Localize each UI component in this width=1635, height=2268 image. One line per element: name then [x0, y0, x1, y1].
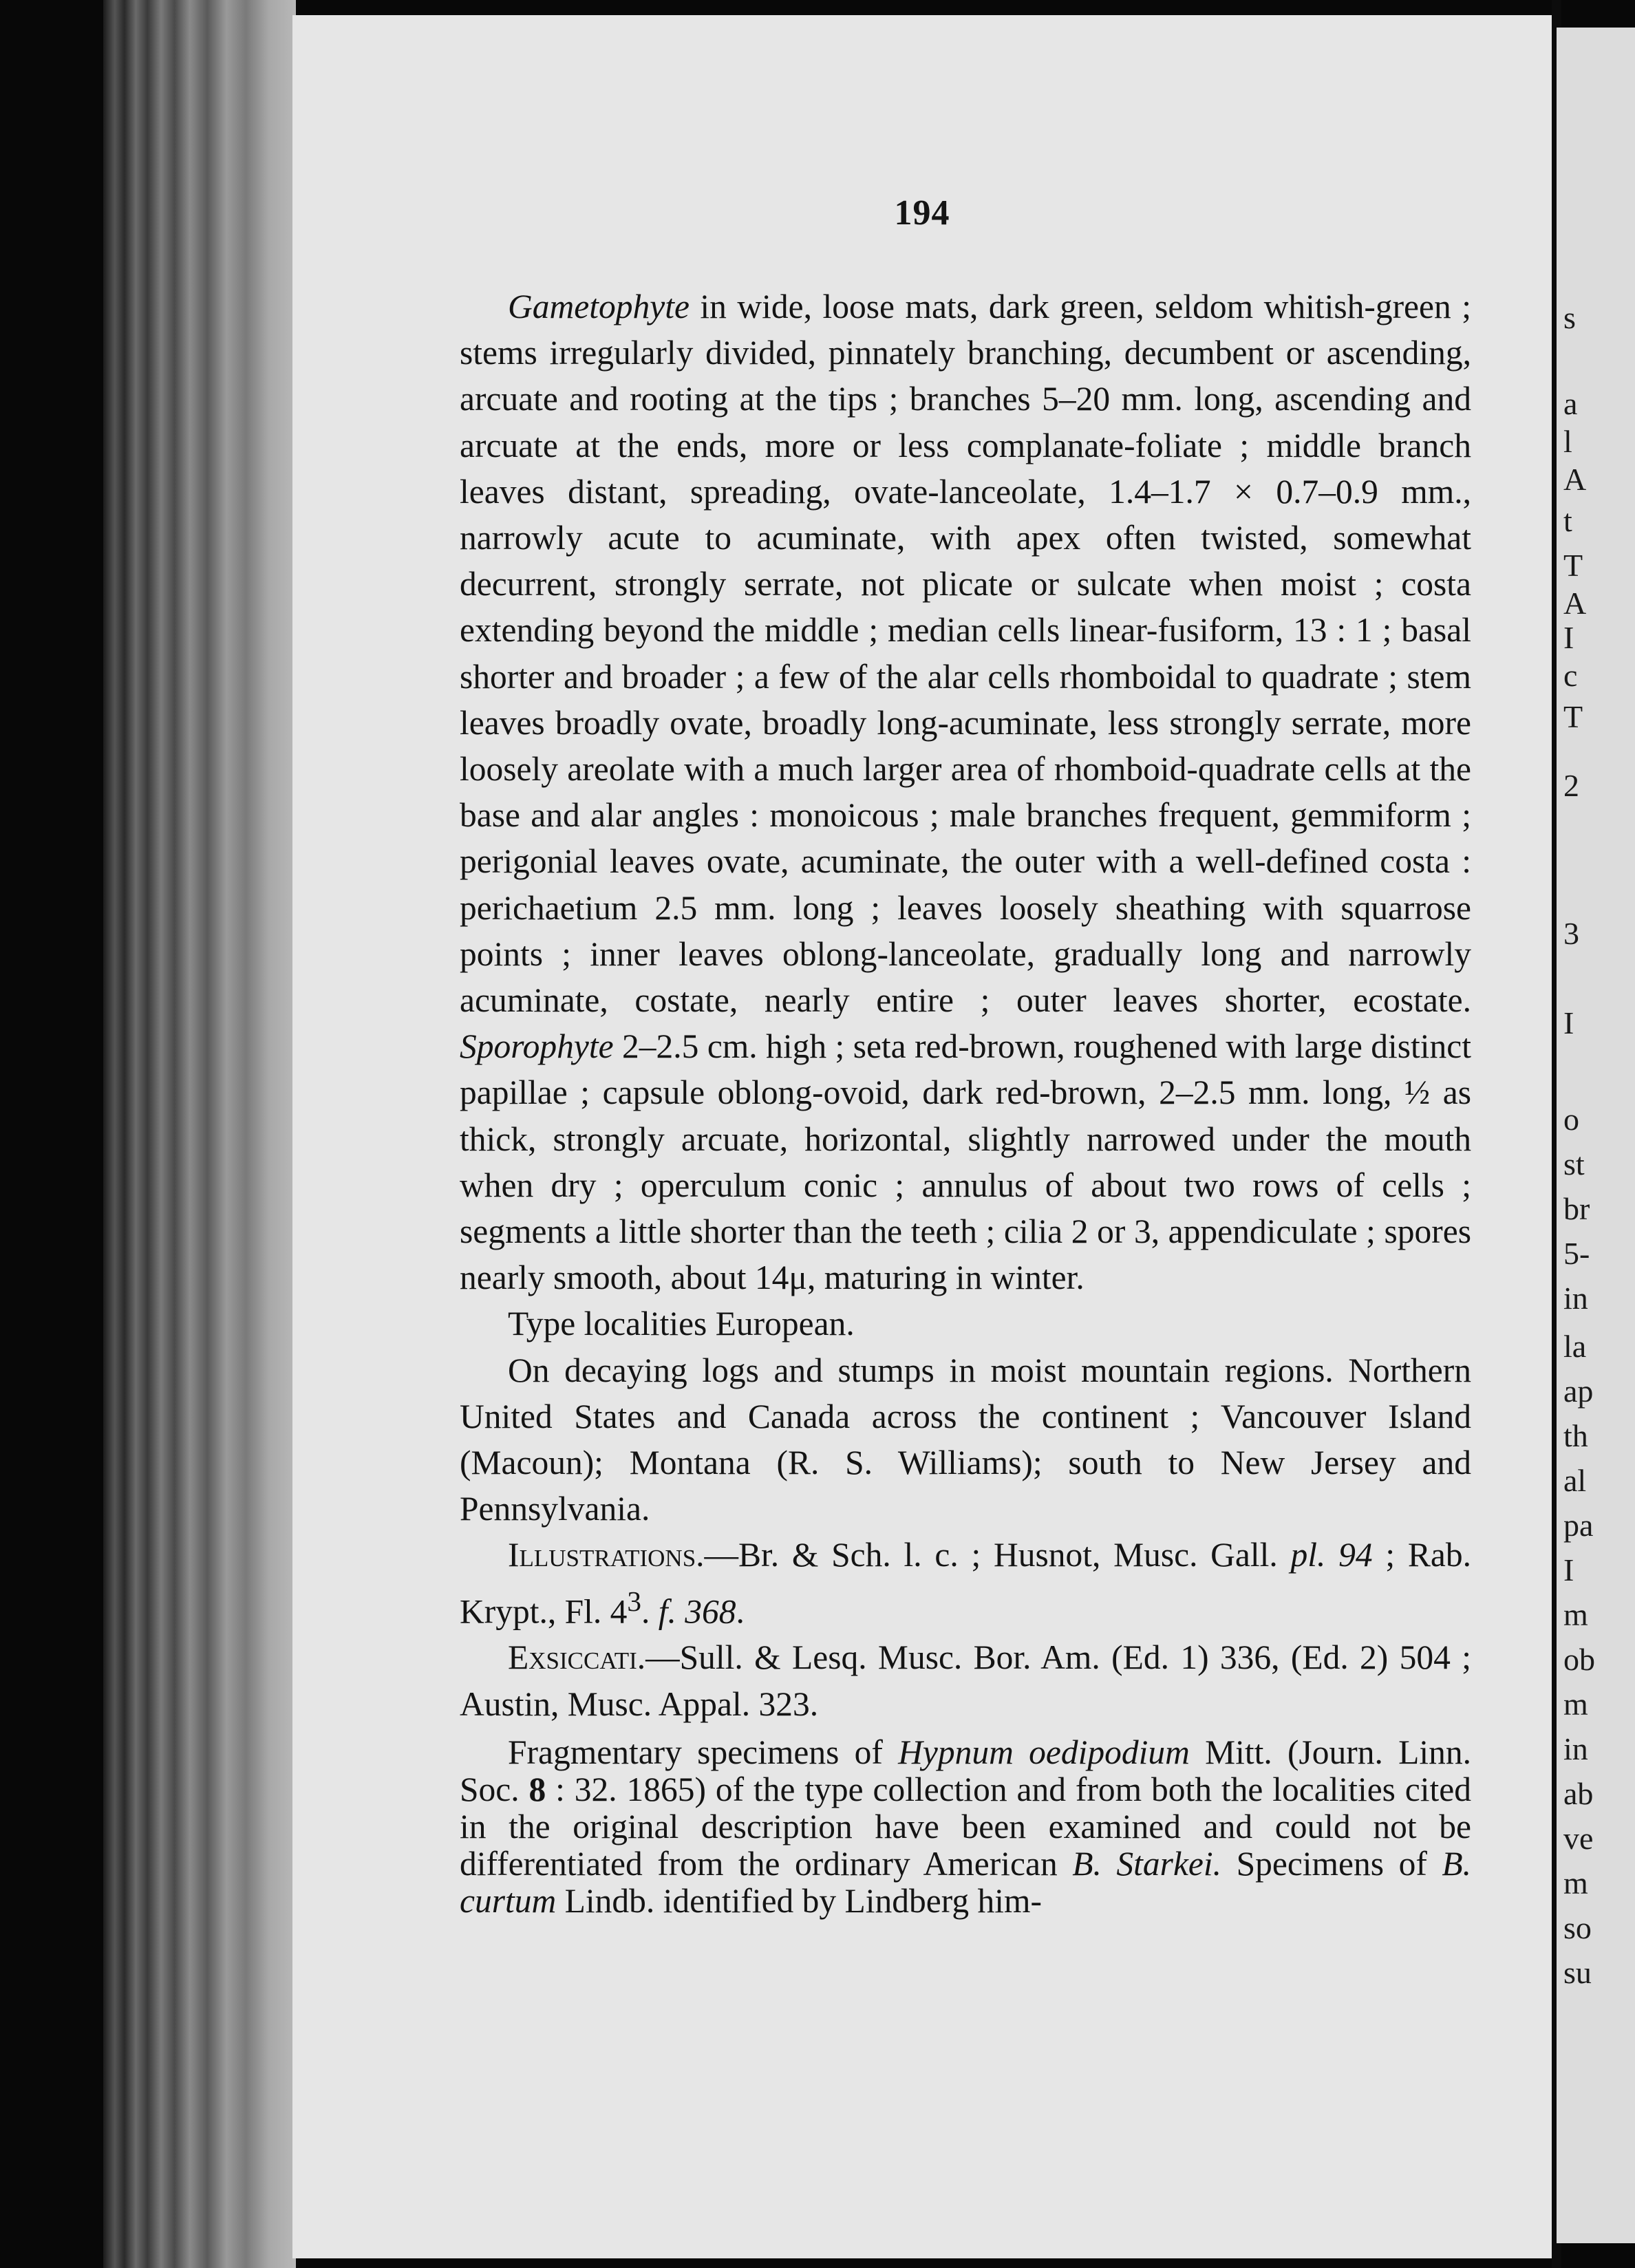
- species-name-starkei: B. Starkei.: [1072, 1844, 1222, 1883]
- next-page-fragment: T: [1563, 699, 1583, 734]
- note-text-3: : 32. 1865) of the type collection and from both the localities cited in the original description have been examined and could not be differentiated from the ordinary American: [460, 1770, 1472, 1883]
- species-name-hypnum: Hypnum oedipodium: [898, 1733, 1190, 1771]
- next-page-fragment: la: [1563, 1329, 1587, 1364]
- next-page-fragment: s: [1563, 300, 1576, 335]
- next-page-fragment: pa: [1563, 1508, 1594, 1543]
- superscript: 3: [627, 1585, 642, 1617]
- illustrations-paragraph: [460, 1532, 1471, 1634]
- volume-number: 8: [528, 1770, 546, 1808]
- next-page-fragment: c: [1563, 658, 1578, 693]
- next-page-fragment: 3: [1563, 916, 1579, 951]
- next-page-fragment: o: [1563, 1102, 1579, 1137]
- next-page-fragment: ob: [1563, 1642, 1595, 1677]
- description-paragraph: [460, 284, 1471, 1301]
- note-paragraph: [460, 1734, 1471, 1920]
- sporophyte-text: 2–2.5 cm. high ; seta red-brown, roughened with large distinct papillae ; capsule oblong-ovoid, dark red-brown, 2–2.5 mm. long, ½ as thick, strongly arcuate, horizontal, slightly narrowed under the mouth when dry ; operculum conic ; annulus of about two rows of cells ; segments a little shorter than the teeth ; cilia 2 or 3, appendiculate ; spores nearly smooth, about 14μ, maturing in winter.: [460, 1027, 1471, 1297]
- illustrations-text-4: .: [736, 1592, 745, 1631]
- next-page-fragment: ap: [1563, 1373, 1594, 1409]
- species-name-curtum: B. curtum: [460, 1844, 1471, 1920]
- next-page-fragment: A: [1563, 462, 1587, 497]
- illustrations-text-3: .: [641, 1592, 659, 1631]
- exsiccati-text: —Sull. & Lesq. Musc. Bor. Am. (Ed. 1) 336, (Ed. 2) 504 ; Austin, Musc. Appal. 323.: [460, 1638, 1471, 1723]
- book-gutter: [103, 0, 296, 2268]
- next-page-fragment: t: [1563, 503, 1572, 538]
- exsiccati-paragraph: [460, 1634, 1471, 1726]
- next-page-fragment: al: [1563, 1463, 1587, 1498]
- note-text-2: Mitt. (Journ. Linn. Soc.: [460, 1733, 1471, 1808]
- gametophyte-label: Gametophyte: [508, 288, 690, 325]
- note-text-5: Lindb. identified by Lindberg him-: [556, 1881, 1042, 1920]
- next-page-fragment: I: [1563, 1552, 1574, 1587]
- sporophyte-label: Sporophyte: [460, 1027, 614, 1066]
- next-page-fragment: 2: [1563, 768, 1579, 803]
- next-page-fragment: A: [1563, 586, 1587, 621]
- next-page-fragment: a: [1563, 386, 1578, 421]
- next-page-fragment: I: [1563, 620, 1574, 655]
- next-page-fragment: ab: [1563, 1776, 1594, 1811]
- next-page-fragment: m: [1563, 1865, 1588, 1901]
- illustrations-text-2: ; Rab. Krypt., Fl. 4: [460, 1536, 1471, 1631]
- type-localities-paragraph: Type localities European.: [508, 1305, 855, 1343]
- illustrations-text: —Br. & Sch. l. c. ; Husnot, Musc. Gall.: [704, 1536, 1291, 1574]
- next-page-fragment: 5-: [1563, 1236, 1590, 1271]
- page-number: 194: [894, 193, 950, 233]
- next-page-fragment: so: [1563, 1910, 1592, 1945]
- next-page-fragment: br: [1563, 1191, 1590, 1226]
- gametophyte-text: in wide, loose mats, dark green, seldom whitish-green ; stems irregularly divided, pinnately branching, decumbent or ascending, arcuate and rooting at the tips ; branches 5–20 mm. long, ascending and arcuate at the ends, more or less complanate-foliate ; middle branch leaves distant, spreading, ovate-lanceolate, 1.4–1.7 × 0.7–0.9 mm., narrowly acute to acuminate, with apex often twisted, somewhat decurrent, strongly serrate, not plicate or sulcate when moist ; costa extending beyond the middle ; median cells linear-fusiform, 13 : 1 ; basal shorter and broader ; a few of the alar cells rhomboidal to quadrate ; stem leaves broadly ovate, broadly long-acuminate, less strongly serrate, more loosely areolate with a much larger area of rhomboid-quadrate cells at the base and alar angles : monoicous ; male branches frequent, gemmiform ; perigonial leaves ovate, acuminate, the outer with a well-defined costa : perichaetium 2.5 mm. long ; leaves loosely sheathing with squarrose points ; inner leaves oblong-lanceolate, gradually long and narrowly acuminate, costate, nearly entire ; outer leaves shorter, ecostate.: [460, 288, 1471, 1020]
- next-page-fragment: st: [1563, 1146, 1585, 1181]
- habitat-paragraph: On decaying logs and stumps in moist mountain regions. Northern United States and Canada across the continent ; Vancouver Island (Macoun); Montana (R. S. Williams); south to New Jersey and Pennsylvania.: [460, 1351, 1471, 1528]
- figure-ref: f. 368: [658, 1592, 736, 1631]
- plate-ref: pl. 94: [1290, 1536, 1373, 1574]
- note-text-4: Specimens of: [1221, 1844, 1442, 1883]
- next-page-fragment: th: [1563, 1418, 1588, 1453]
- exsiccati-label: Exsiccati.: [508, 1638, 646, 1677]
- next-page-fragment: su: [1563, 1955, 1592, 1990]
- next-page-sliver: [1557, 28, 1635, 2243]
- book-page: [292, 15, 1552, 2258]
- next-page-fragment: T: [1563, 548, 1583, 583]
- illustrations-label: Illustrations.: [508, 1536, 705, 1574]
- next-page-fragment: I: [1563, 1005, 1574, 1040]
- note-text-1: Fragmentary specimens of: [508, 1733, 899, 1771]
- next-page-fragment: in: [1563, 1281, 1588, 1316]
- page-body: [460, 284, 1471, 1920]
- next-page-fragment: l: [1563, 424, 1572, 459]
- next-page-fragment: in: [1563, 1731, 1588, 1766]
- next-page-fragment: ve: [1563, 1821, 1594, 1856]
- next-page-fragment: m: [1563, 1687, 1588, 1722]
- next-page-fragment: m: [1563, 1597, 1588, 1632]
